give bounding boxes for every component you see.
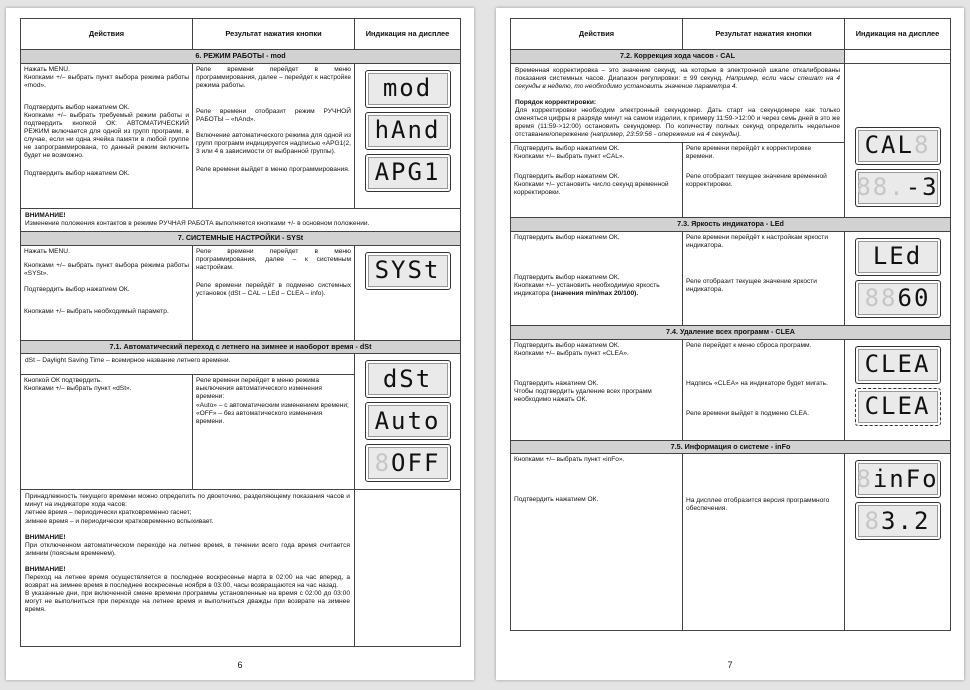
result-text: Реле перейдет к меню сброса программ. <box>686 341 812 349</box>
lcd-display <box>855 280 941 318</box>
action-text: Кнопками +/– установить число секунд временной корректировки. <box>514 181 669 197</box>
result-text: Реле времени перейдет в меню программирования, далее – перейдет к настройке режима работы. <box>196 65 351 89</box>
action-text: Кнопками +/– выбрать пункт «CAL». <box>514 153 625 161</box>
lcd-display <box>365 70 451 108</box>
section-title-row <box>511 218 951 232</box>
lcd-text: dSt <box>382 364 433 393</box>
lcd-display <box>855 460 941 498</box>
action-text: Подтвердить выбор нажатием ОК. <box>24 103 130 111</box>
action-text: Подтвердить выбор нажатием ОК. <box>514 173 620 181</box>
actions-cell <box>511 454 683 631</box>
table-header <box>21 19 461 50</box>
display-cell <box>845 454 951 631</box>
display-cell <box>355 245 461 340</box>
section-title: 7. СИСТЕМНЫЕ НАСТРОЙКИ - SYSt <box>21 231 461 245</box>
page-6 <box>6 8 474 680</box>
table-header <box>511 19 951 50</box>
warning-title: ВНИМАНИЕ! <box>25 211 66 219</box>
section-title: 6. РЕЖИМ РАБОТЫ - mod <box>21 50 461 64</box>
result-text: Реле времени перейдёт к настройкам яркости индикатора. <box>686 233 829 249</box>
lcd-dim-digit: 8 <box>913 131 931 160</box>
action-text: Нажать MENU. <box>24 65 70 73</box>
warning-text: При отключенном автоматическом переходе на летнее время, в течении всего года время считается зимним (поясным временем). <box>25 541 350 557</box>
action-text: Подтвердить выбор нажатием ОК. <box>514 233 620 241</box>
display-cell <box>845 231 951 325</box>
lcd-display <box>365 402 451 440</box>
warning-cell <box>21 208 461 231</box>
action-text: Нажать MENU. <box>24 247 70 255</box>
section-title-row <box>21 340 461 354</box>
warning-title: ВНИМАНИЕ! <box>25 565 66 573</box>
section-body <box>511 454 951 631</box>
actions-cell <box>21 245 193 340</box>
section-title-row <box>21 231 461 245</box>
lcd-text: APG1 <box>374 158 441 187</box>
lcd-text: 60 <box>897 284 931 313</box>
intro-cell: dSt – Daylight Saving Time – всемирное название летнего времени. <box>21 354 355 375</box>
intro-text: Временная корректировка – это значение секунд, на которые в электронной шкале откалиброваны показания системных часов. Диапазон регулировки: ± 99 секунд. <box>515 66 840 82</box>
page-number: 6 <box>237 660 243 670</box>
result-text: Реле времени перейдёт в подменю системных установок (dSt – CAL – LEd – CLEA – info). <box>196 281 351 297</box>
manual-table-left <box>20 18 461 647</box>
header-display: Индикация на дисплее <box>355 19 461 50</box>
result-text: Реле времени перейдёт к корректировке времени. <box>686 145 812 161</box>
action-text: Подтвердить выбор нажатием ОК. <box>514 273 620 281</box>
action-text: Кнопками +/– выбрать пункт «inFo». <box>514 456 625 464</box>
action-text: Подтвердить нажатием ОК. <box>514 379 599 387</box>
note-text: Принадлежность текущего времени можно определить по двоеточию, разделяющему показания часов и минут на индикаторе хода часов: <box>25 493 350 509</box>
section-title-row <box>511 50 951 64</box>
lcd-display <box>365 444 451 482</box>
page-number: 7 <box>727 660 733 670</box>
value-range: (значения min/max 20/100). <box>551 289 639 297</box>
warning-row <box>21 208 461 231</box>
empty-cell <box>355 490 461 647</box>
result-cell <box>193 375 355 490</box>
section-title: 7.4. Удаление всех программ - CLEA <box>511 325 951 339</box>
warning-title: ВНИМАНИЕ! <box>25 533 66 541</box>
display-cell <box>845 339 951 440</box>
empty-cell <box>845 50 951 64</box>
action-text: Чтобы подтвердить удаление всех программ необходимо нажать ОК. <box>514 387 652 403</box>
result-text: Реле времени выйдет в меню программирования. <box>196 166 350 174</box>
header-result: Результат нажатия кнопки <box>193 19 355 50</box>
result-text: «OFF» – без автоматического изменения времени. <box>196 409 323 425</box>
result-text: «Auto» – с автоматическим изменением времени; <box>196 401 349 409</box>
action-text: Кнопками +/– установить необходимую яркость индикатора <box>514 281 660 297</box>
warning-text: В указанные дни, при включенной смене времени программы установленные на время с 02:00 до 03:00 могут не выполниться при переходе на летнее время и выполниться дважды при возврате на зимнее время. <box>25 589 350 613</box>
result-cell <box>683 231 845 325</box>
notes-row <box>21 490 461 647</box>
order-title: Порядок корректировки: <box>515 98 597 106</box>
result-text: Включение автоматического режима для одной из групп программ индицируется надписью «APG1(2, 3 или 4 в зависимости от выбранной группы). <box>196 131 351 155</box>
order-example: (например, 23:59:56 - опережение на 4 секунды). <box>590 131 742 138</box>
lcd-text: -3 <box>905 173 939 202</box>
action-text: Подтвердить нажатием ОК. <box>514 496 599 504</box>
display-cell <box>355 63 461 208</box>
action-text: Кнопками +/– выбрать требуемый режим работы и подтвердить кнопкой ОК: АВТОМАТИЧЕСКИЙ РЕЖИМ включается для одной из групп программ, в случае, если ни одна ячейка памяти в любой группе не запрограммирована, то данный режим включить будет не возможно. <box>24 111 189 160</box>
intro-row <box>21 354 461 375</box>
section-title: 7.5. Информация о системе - inFo <box>511 440 951 454</box>
intro-row <box>511 63 951 142</box>
lcd-dim-digits: 8 <box>374 448 392 477</box>
lcd-text: CLEA <box>864 391 931 420</box>
action-text: Кнопками +/– выбрать пункт выбора режима работы «mod». <box>24 73 189 89</box>
actions-cell <box>21 63 193 208</box>
result-text: Реле отобразит текущее значение временной корректировки. <box>686 173 827 189</box>
section-body <box>21 245 461 340</box>
result-cell <box>193 63 355 208</box>
section-body <box>21 63 461 208</box>
result-text: Реле отобразит текущее значение яркости индикатора. <box>686 277 817 293</box>
lcd-display <box>365 252 451 290</box>
result-cell <box>193 245 355 340</box>
lcd-display <box>365 154 451 192</box>
section-title-row <box>21 50 461 64</box>
result-text: Реле времени отобразит режим РУЧНОЙ РАБОТЫ – «hAnd». <box>196 107 351 123</box>
actions-cell <box>511 231 683 325</box>
section-body <box>511 339 951 440</box>
display-cell <box>845 63 951 217</box>
section-title: 7.1. Автоматический переход с летнего на зимнее и наоборот время - dSt <box>21 340 461 354</box>
result-cell <box>683 339 845 440</box>
lcd-dim-digits: 88. <box>856 173 906 202</box>
lcd-dim-digits: 8 <box>864 506 882 535</box>
display-cell <box>355 354 461 490</box>
note-text: зимнее время – и периодически кратковременно вспыхивает. <box>25 517 214 525</box>
actions-cell <box>511 143 683 218</box>
lcd-display <box>855 238 941 276</box>
lcd-display <box>855 502 941 540</box>
lcd-text: LEd <box>872 242 923 271</box>
action-text: Кнопками +/– выбрать необходимый параметр. <box>24 307 169 315</box>
lcd-text: hAnd <box>374 116 441 145</box>
lcd-text: inFo <box>872 464 939 493</box>
header-result: Результат нажатия кнопки <box>683 19 845 50</box>
warning-text: Переход на летнее время осуществляется в последнее воскресенье марта в 02:00 на час вперед, а возврат на зимнее время в последнее воскресенье ноября в 03:00, часы возвращаются на час назад. <box>25 573 350 589</box>
result-text: Реле времени перейдет в меню программирования, далее – к системным настройкам. <box>196 247 351 271</box>
action-text: Подтвердить выбор нажатием ОК. <box>24 285 130 293</box>
manual-table-right <box>510 18 951 631</box>
result-text: Реле времени выйдет в подменю CLEA. <box>686 409 810 417</box>
order-text: Для корректировки необходим электронный секундомер. Дать старт на секундомере как только сменяться цифры в разряде минут на самом изделии, к примеру 11:59->12:00 и через семь дней в это же время (11:59->12:00) остановить секундомер. По количеству полных секунд определить недельное отставание/опережение <box>515 106 840 138</box>
lcd-display <box>855 346 941 384</box>
action-text: Подтвердить выбор нажатием ОК. <box>514 341 620 349</box>
lcd-display <box>855 127 941 165</box>
section-title-row <box>511 325 951 339</box>
lcd-text: OFF <box>391 448 441 477</box>
actions-cell <box>21 375 193 490</box>
result-text: Надпись «CLEA» на индикаторе будет мигать. <box>686 379 828 387</box>
action-text: Кнопкой ОК подтвердить. <box>24 377 103 385</box>
section-title: 7.3. Яркость индикатора - LEd <box>511 218 951 232</box>
action-text: Кнопками +/– выбрать пункт выбора режима работы «SYSt». <box>24 261 189 277</box>
lcd-display-blinking <box>855 388 941 426</box>
actions-cell <box>511 339 683 440</box>
note-text: летнее время – периодически кратковременно гаснет; <box>25 509 192 517</box>
section-title-row <box>511 440 951 454</box>
result-text: На дисплее отобразится версия программного обеспечения. <box>686 497 830 513</box>
lcd-text: Auto <box>374 406 441 435</box>
lcd-dim-digits: 8 <box>856 464 873 493</box>
header-display: Индикация на дисплее <box>845 19 951 50</box>
lcd-display <box>365 360 451 398</box>
intro-cell <box>511 63 845 142</box>
action-text: Кнопками +/– выбрать пункт «dSt». <box>24 385 132 393</box>
intro-example: Например, если часы спешат на 4 секунды в неделю, то необходимо установить значение параметра 4. <box>515 74 840 90</box>
action-text: Подтвердить выбор нажатием ОК. <box>24 170 130 178</box>
page-7 <box>496 8 964 680</box>
warning-text: Изменение положения контактов в режиме РУЧНАЯ РАБОТА выполняется кнопками +/- в основном положении. <box>25 219 370 227</box>
action-text: Кнопками +/– выбрать пункт «CLEA». <box>514 349 629 357</box>
lcd-text: SYSt <box>374 255 441 284</box>
lcd-text: CAL <box>864 131 914 160</box>
lcd-text: CLEA <box>864 349 931 378</box>
section-title: 7.2. Коррекция хода часов - CAL <box>511 50 845 64</box>
header-actions: Действия <box>21 19 193 50</box>
lcd-text: 3.2 <box>881 506 931 535</box>
lcd-display <box>365 112 451 150</box>
notes-cell <box>21 490 355 647</box>
header-actions: Действия <box>511 19 683 50</box>
result-cell <box>683 454 845 631</box>
action-text: Подтвердить выбор нажатием ОК. <box>514 145 620 153</box>
lcd-dim-digits: 88 <box>864 284 898 313</box>
lcd-text: mod <box>382 74 433 103</box>
result-text: Реле времени перейдет в меню режима выключения автоматического изменения времени: <box>196 377 322 401</box>
lcd-display <box>855 169 941 207</box>
section-body <box>511 231 951 325</box>
result-cell <box>683 143 845 218</box>
